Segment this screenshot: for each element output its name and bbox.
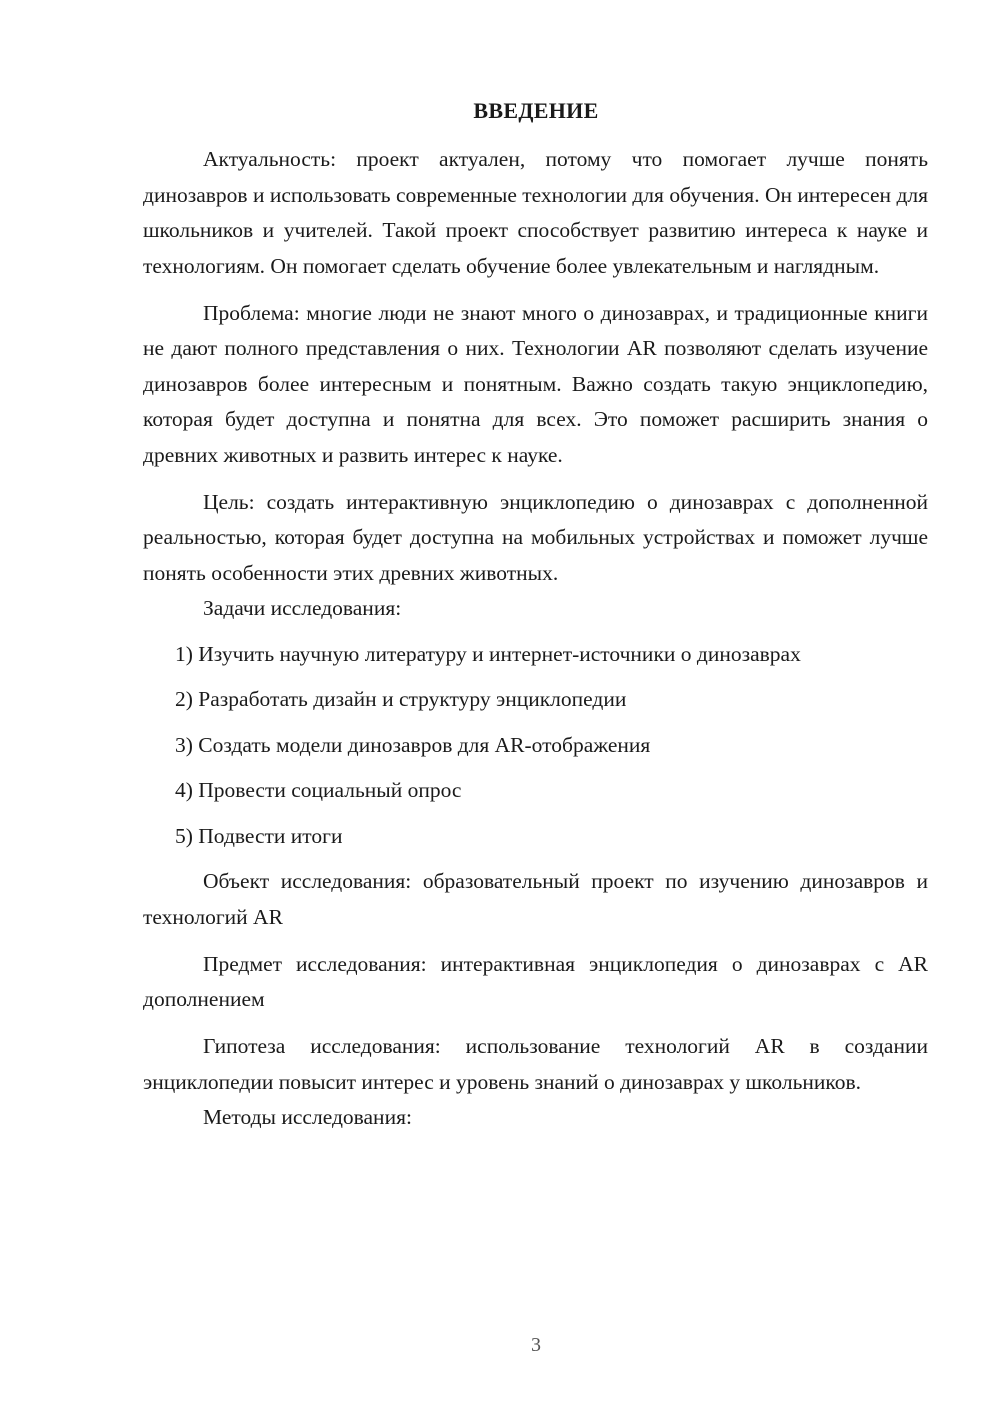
list-item: 1) Изучить научную литературу и интернет-источники о динозаврах bbox=[175, 641, 801, 666]
page-number: 3 bbox=[531, 1334, 541, 1356]
object-paragraph: Объект исследования: образовательный проект по изучению динозавров и технологий AR bbox=[143, 869, 928, 929]
methods-title: Методы исследования: bbox=[203, 1105, 412, 1129]
list-item: 5) Подвести итоги bbox=[175, 823, 343, 848]
relevance-paragraph: Актуальность: проект актуален, потому что помогает лучше понять динозавров и использовать современные технологии для обучения. Он интересен для школьников и учителей. Такой проект способствует развитию интереса к науке и технологиям. Он помогает сделать обучение более увлекательным и наглядным. bbox=[143, 147, 928, 278]
section-heading: ВВЕДЕНИЕ bbox=[473, 98, 599, 123]
list-item: 2) Разработать дизайн и структуру энциклопедии bbox=[175, 687, 627, 711]
list-item: 4) Провести социальный опрос bbox=[175, 778, 462, 802]
tasks-list bbox=[143, 637, 928, 855]
hypothesis-paragraph: Гипотеза исследования: использование технологий AR в создании энциклопедии повысит интерес и уровень знаний о динозаврах у школьников. bbox=[143, 1034, 928, 1094]
subject-paragraph: Предмет исследования: интерактивная энциклопедия о динозаврах с AR дополнением bbox=[143, 951, 928, 1011]
goal-paragraph: Цель: создать интерактивную энциклопедию о динозаврах с дополненной реальностью, которая будет доступна на мобильных устройствах и поможет лучше понять особенности этих древних животных. bbox=[143, 489, 928, 585]
tasks-title: Задачи исследования: bbox=[203, 596, 402, 620]
body-text bbox=[143, 142, 928, 1136]
problem-paragraph: Проблема: многие люди не знают много о динозаврах, и традиционные книги не дают полного представления о них. Технологии AR позволяют сделать изучение динозавров более интересным и понятным. Важно создать такую энциклопедию, которая будет доступна и понятна для всех. Это поможет расширить знания о древних животных и развить интерес к науке. bbox=[143, 300, 928, 467]
list-item: 3) Создать модели динозавров для AR-отображения bbox=[175, 732, 651, 757]
